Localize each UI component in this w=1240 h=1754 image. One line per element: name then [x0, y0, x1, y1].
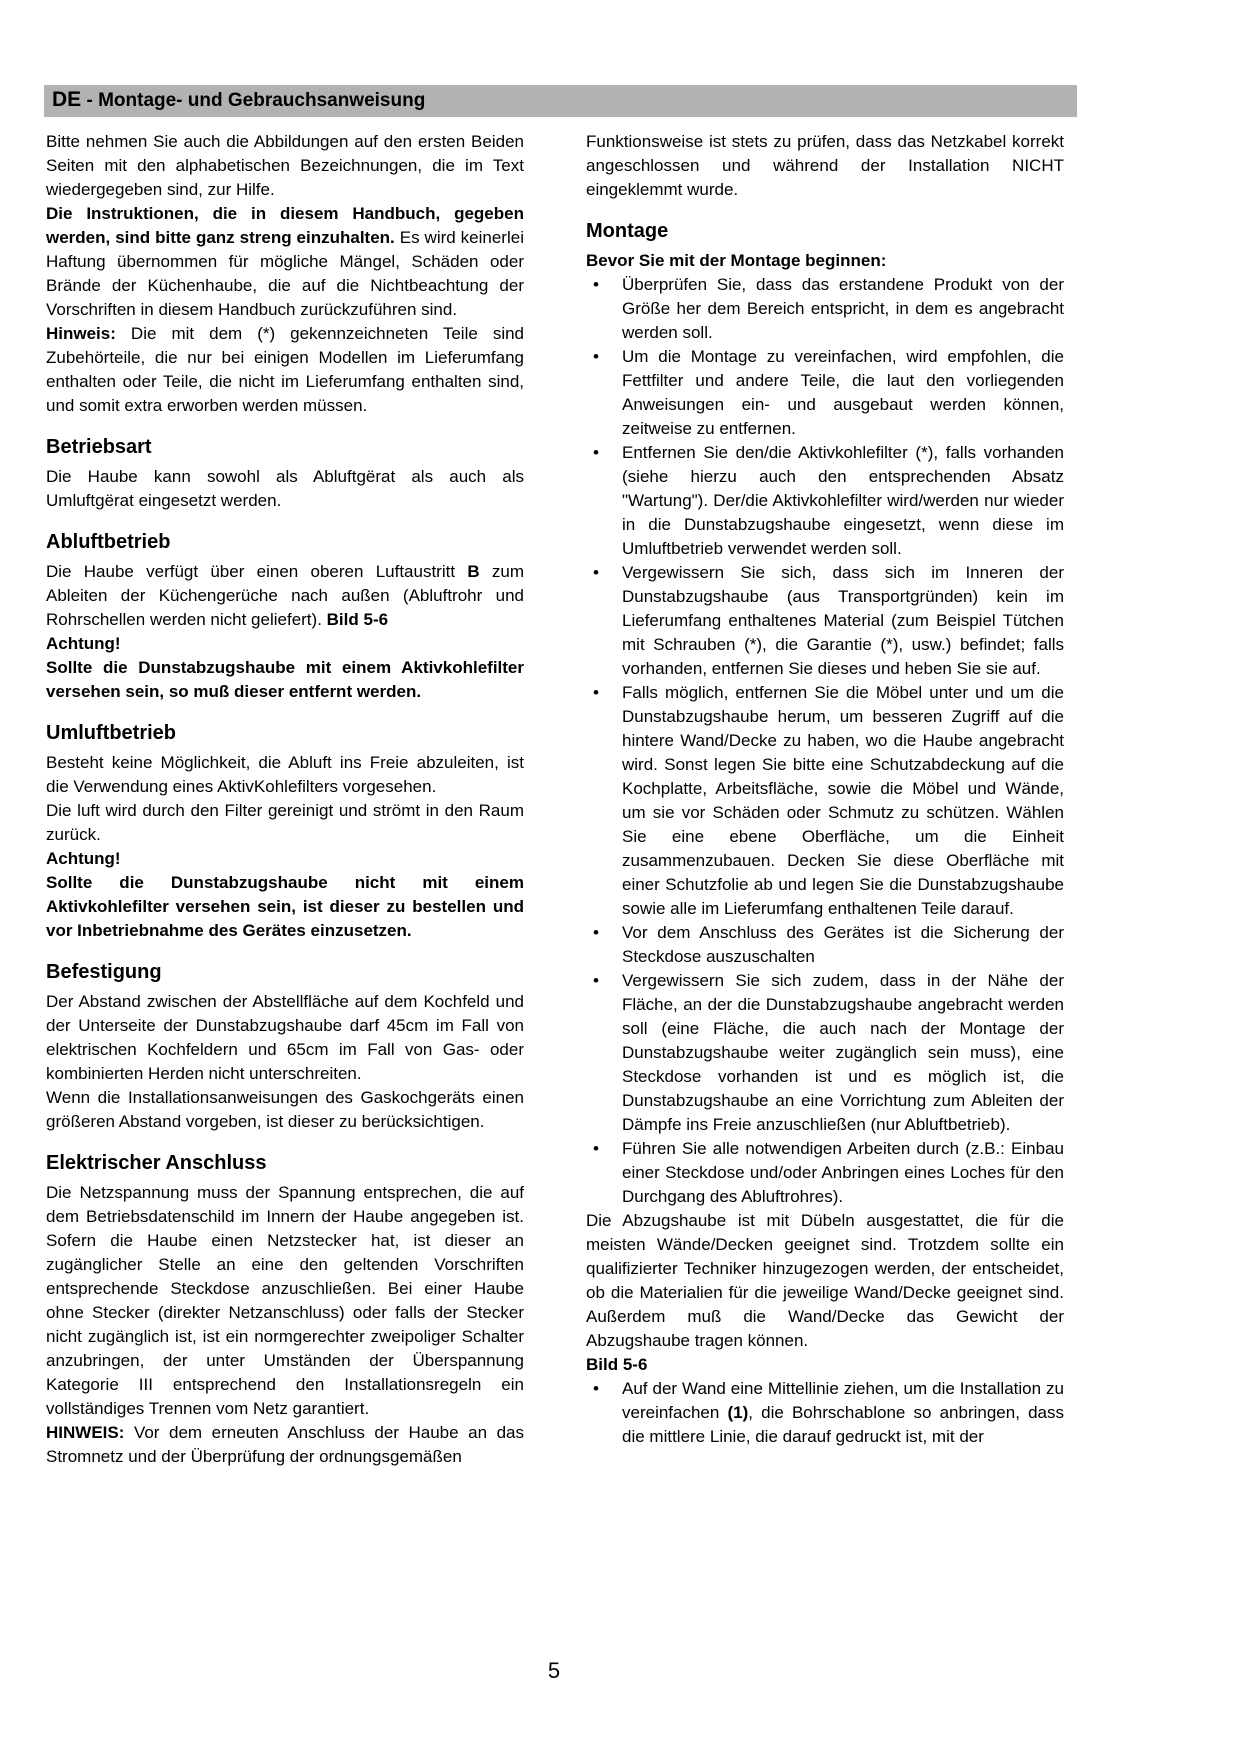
bold-text-run: HINWEIS:	[46, 1423, 134, 1442]
paragraph	[586, 1353, 1064, 1377]
bullet-marker: •	[593, 971, 599, 990]
bold-text-run: Sollte die Dunstabzugshaube nicht mit einem Aktivkohlefilter versehen sein, ist dieser zu bestellen und vor Inbetriebnahme des Gerätes einzusetzen.	[46, 873, 524, 940]
bullet-item	[586, 1377, 1064, 1449]
text-run: Vergewissern Sie sich zudem, dass in der Nähe der Fläche, an der die Dunstabzugshaube angebracht werden soll (eine Fläche, die auch nach der Montage der Dunstabzugshaube weiter zugänglich sein muss), eine Steckdose vorhanden ist und es möglich ist, die Dunstabzugshaube an eine Vorrichtung zum Ableiten der Dämpfe ins Freie anzuschließen (nur Abluftbetrieb).	[622, 971, 1064, 1134]
paragraph	[46, 632, 524, 656]
text-run: Vor dem erneuten Anschluss der Haube an das Stromnetz und der Überprüfung der ordnungsgemäßen	[46, 1423, 524, 1466]
text-run: Die mit dem (*) gekennzeichneten Teile sind Zubehörteile, die nur bei einigen Modellen im Lieferumfang enthalten oder Teile, die nicht im Lieferumfang enthalten sind, und somit extra erworben werden müssen.	[46, 324, 525, 415]
bullet-marker: •	[593, 683, 599, 702]
bullet-marker: •	[593, 923, 599, 942]
section-heading: Elektrischer Anschluss	[46, 1152, 267, 1174]
page-header-bar	[44, 85, 1077, 117]
bullet-marker: •	[593, 1379, 599, 1398]
bullet-marker: •	[593, 1139, 599, 1158]
text-run: Bitte nehmen Sie auch die Abbildungen auf den ersten Beiden Seiten mit den alphabetischen Bezeichnungen, die im Text wiedergegeben sind, zur Hilfe.	[46, 132, 524, 199]
paragraph	[46, 656, 524, 704]
bullet-text	[622, 921, 1064, 969]
bold-text-run: Bild 5-6	[326, 610, 389, 629]
paragraph	[46, 465, 524, 513]
paragraph	[46, 130, 524, 202]
bold-text-run: Sollte die Dunstabzugshaube mit einem Aktivkohlefilter versehen sein, so muß dieser entfernt werden.	[46, 658, 524, 701]
text-run: Die Haube kann sowohl als Abluftgërat als auch als Umluftgërat eingesetzt werden.	[46, 467, 524, 510]
text-run: Der Abstand zwischen der Abstellfläche auf dem Kochfeld und der Unterseite der Dunstabzugshaube darf 45cm im Fall von elektrischen Kochfeldern und 65cm im Fall von Gas- oder kombinierten Herden nicht unterschreiten.	[46, 992, 524, 1083]
header-title: - Montage- und Gebrauchsanweisung	[81, 90, 426, 111]
bullet-list	[586, 1377, 1064, 1449]
paragraph	[46, 847, 524, 871]
text-run: Führen Sie alle notwendigen Arbeiten durch (z.B.: Einbau einer Steckdose und/oder Anbringen eines Loches für den Durchgang des Abluftrohres).	[622, 1139, 1064, 1206]
bullet-list	[586, 273, 1064, 1209]
text-run: Die luft wird durch den Filter gereinigt und strömt in den Raum zurück.	[46, 801, 524, 844]
text-run: Auf der Wand eine Mittellinie ziehen, um die Installation zu vereinfachen	[622, 1379, 1064, 1422]
text-run: Es wird keinerlei Haftung übernommen für mögliche Mängel, Schäden oder Brände der Küchenhaube, die auf die Nichtbeachtung der Vorschriften in diesem Handbuch zurückzuführen sind.	[46, 228, 524, 319]
bullet-text	[622, 273, 1064, 345]
bullet-text	[622, 441, 1064, 561]
text-run: Um die Montage zu vereinfachen, wird empfohlen, die Fettfilter und andere Teile, die laut den vorliegenden Anweisungen ein- und ausgebaut werden können, zeitweise zu entfernen.	[622, 347, 1064, 438]
bullet-item	[586, 561, 1064, 681]
text-run: Funktionsweise ist stets zu prüfen, dass das Netzkabel korrekt angeschlossen und während der Installation NICHT eingeklemmt wurde.	[586, 132, 1064, 199]
text-run: Die Netzspannung muss der Spannung entsprechen, die auf dem Betriebsdatenschild im Innern der Haube angegeben ist. Sofern die Haube einen Netzstecker hat, ist dieser an zugänglicher Stelle an eine den geltenden Vorschriften entsprechende Steckdose anzuschließen. Bei einer Haube ohne Stecker (direkter Netzanschluss) oder falls der Stecker nicht zugänglich ist, ist ein normgerechter zweipoliger Schalter anzubringen, der unter Umständen der Überspannung Kategorie III entsprechend den Installationsregeln ein vollständiges Trennen vom Netz garantiert.	[46, 1183, 524, 1418]
bullet-text	[622, 561, 1064, 681]
bullet-item	[586, 345, 1064, 441]
content-columns	[46, 130, 1064, 1469]
bullet-item	[586, 441, 1064, 561]
paragraph	[46, 990, 524, 1086]
paragraph	[46, 1181, 524, 1421]
text-run: Wenn die Installationsanweisungen des Gaskochgeräts einen größeren Abstand vorgeben, ist dieser zu berücksichtigen.	[46, 1088, 524, 1131]
paragraph	[586, 130, 1064, 202]
bullet-item	[586, 1137, 1064, 1209]
language-code: DE	[52, 88, 82, 111]
bullet-marker: •	[593, 443, 599, 462]
right-column	[586, 130, 1064, 1449]
section-heading: Abluftbetrieb	[46, 531, 171, 553]
text-run: Falls möglich, entfernen Sie die Möbel unter und um die Dunstabzugshaube herum, um besseren Zugriff auf die hintere Wand/Decke zu haben, wo die Haube angebracht wird. Sonst legen Sie bitte eine Schutzabdeckung auf die Kochplatte, Arbeitsfläche, sowie die Möbel und Wände, um sie vor Schäden oder Schmutz zu schützen. Wählen Sie eine ebene Oberfläche, um die Einheit zusammenzubauen. Decken Sie diese Oberfläche mit einer Schutzfolie ab und legen Sie die Dunstabzugshaube sowie alle im Lieferumfang enthaltenen Teile darauf.	[622, 683, 1064, 918]
bold-text-run: Bild 5-6	[586, 1355, 648, 1374]
bold-text-run: Die Instruktionen, die in diesem Handbuch, gegeben werden, sind bitte ganz streng einzuhalten.	[46, 204, 524, 247]
bullet-marker: •	[593, 347, 599, 366]
bold-text-run: Hinweis:	[46, 324, 131, 343]
bold-text-run: (1)	[727, 1403, 749, 1422]
page-number: 5	[547, 1658, 561, 1683]
bullet-marker: •	[593, 275, 599, 294]
bullet-marker: •	[593, 563, 599, 582]
paragraph	[46, 322, 524, 418]
text-run: Entfernen Sie den/die Aktivkohlefilter (*), falls vorhanden (siehe hierzu auch den entsprechenden Absatz "Wartung"). Der/die Aktivkohlefilter wird/werden nur wieder in die Dunstabzugshaube eingesetzt, wenn diese im Umluftbetrieb verwendet werden soll.	[622, 443, 1064, 558]
bullet-text	[622, 969, 1064, 1137]
section-heading: Betriebsart	[46, 436, 152, 458]
bullet-text	[622, 1377, 1064, 1449]
bullet-item	[586, 969, 1064, 1137]
text-run: Vor dem Anschluss des Gerätes ist die Sicherung der Steckdose auszuschalten	[622, 923, 1064, 966]
bullet-text	[622, 1137, 1064, 1209]
bold-text-run: B	[467, 562, 480, 581]
section-heading: Umluftbetrieb	[46, 722, 176, 744]
text-run: Die Haube verfügt über einen oberen Luftaustritt	[46, 562, 468, 581]
text-run: Vergewissern Sie sich, dass sich im Inneren der Dunstabzugshaube (aus Transportgründen) kein im Lieferumfang enthaltenes Material (zum Beispiel Tütchen mit Schrauben (*), die Garantie (*), usw.) befindet; falls vorhanden, entfernen Sie dieses und heben Sie sie auf.	[622, 563, 1064, 678]
text-run: Besteht keine Möglichkeit, die Abluft ins Freie abzuleiten, ist die Verwendung eines AktivKohlefilters vorgesehen.	[46, 753, 524, 796]
bullet-item	[586, 681, 1064, 921]
bold-text-run: Achtung!	[46, 849, 121, 868]
paragraph	[46, 202, 524, 322]
bullet-item	[586, 273, 1064, 345]
text-run: Die Abzugshaube ist mit Dübeln ausgestattet, die für die meisten Wände/Decken geeignet sind. Trotzdem sollte ein qualifizierter Techniker hinzugezogen werden, der entscheidet, ob die Materialien für die jeweilige Wand/Decke geeignet sind. Außerdem muß die Wand/Decke das Gewicht der Abzugshaube tragen können.	[586, 1211, 1064, 1350]
bold-text-run: Achtung!	[46, 634, 121, 653]
paragraph	[46, 799, 524, 847]
text-run: Überprüfen Sie, dass das erstandene Produkt von der Größe her dem Bereich entspricht, in dem es angebracht werden soll.	[622, 275, 1064, 342]
text-run: zum Ableiten der Küchengerüche nach außen (Abluftrohr und Rohrschellen werden nicht geliefert).	[46, 562, 524, 629]
paragraph	[46, 560, 524, 632]
left-column	[46, 130, 524, 1469]
paragraph	[586, 1209, 1064, 1353]
bullet-text	[622, 681, 1064, 921]
bold-text-run: Bevor Sie mit der Montage beginnen:	[586, 251, 887, 270]
text-run: , die Bohrschablone so anbringen, dass die mittlere Linie, die darauf gedruckt ist, mit der	[622, 1403, 1064, 1446]
section-heading: Befestigung	[46, 961, 162, 983]
paragraph	[46, 751, 524, 799]
paragraph	[586, 249, 1064, 273]
bullet-text	[622, 345, 1064, 441]
section-heading: Montage	[586, 220, 669, 242]
paragraph	[46, 871, 524, 943]
paragraph	[46, 1421, 524, 1469]
bullet-item	[586, 921, 1064, 969]
paragraph	[46, 1086, 524, 1134]
